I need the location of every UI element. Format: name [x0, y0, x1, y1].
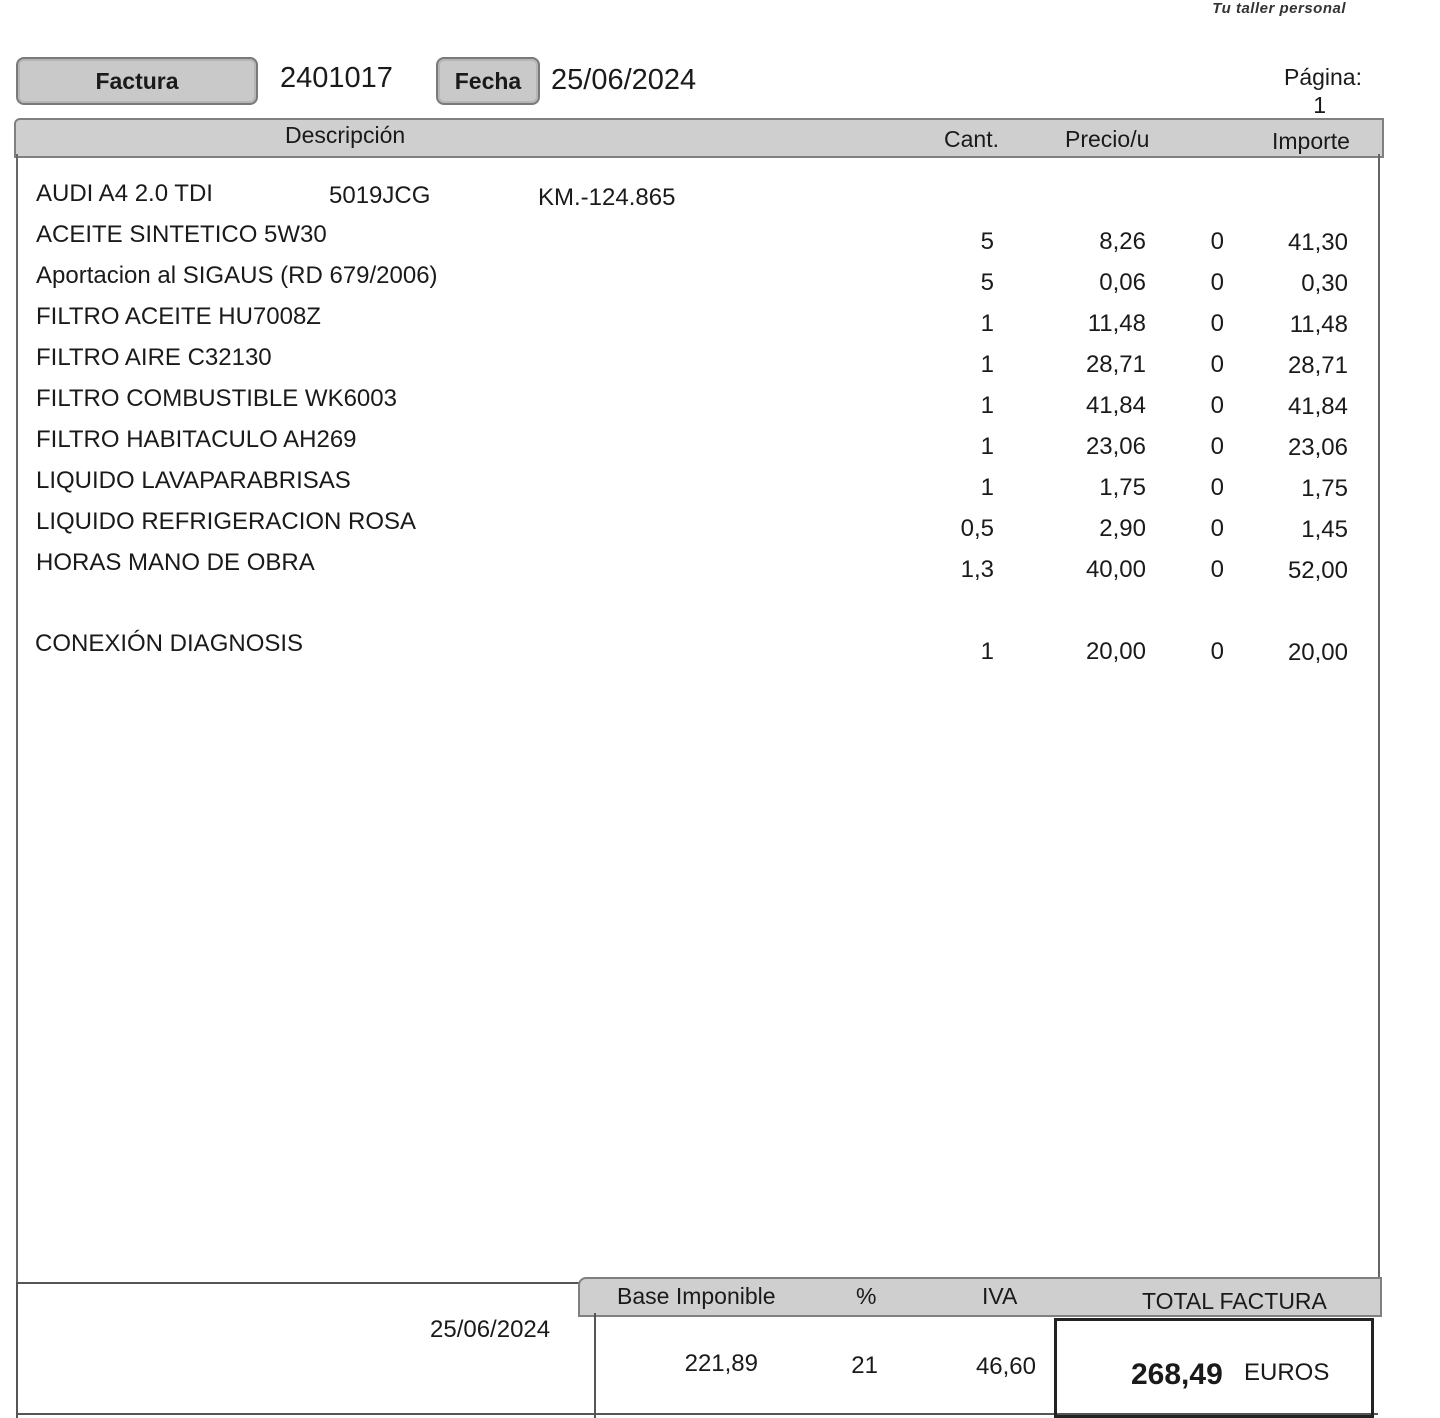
iva-percent-label: % — [856, 1283, 877, 1309]
line-description: Aportacion al SIGAUS (RD 679/2006) — [36, 262, 438, 289]
column-header-bar — [14, 118, 1384, 158]
line-price: 40,00 — [1085, 556, 1146, 583]
invoice-date: 25/06/2024 — [551, 64, 697, 96]
line-discount: 0 — [1210, 392, 1224, 419]
body-frame-left — [16, 154, 18, 1282]
page-number: 1 — [1313, 92, 1326, 118]
fecha-label: Fecha — [436, 57, 540, 105]
line-quantity: 5 — [980, 269, 994, 296]
line-discount: 0 — [1210, 351, 1224, 378]
factura-label: Factura — [16, 57, 258, 105]
total-factura-label: TOTAL FACTURA — [1142, 1288, 1327, 1314]
vehicle-km: KM.-124.865 — [538, 184, 676, 211]
line-description: FILTRO AIRE C32130 — [36, 344, 272, 371]
line-discount: 0 — [1210, 515, 1224, 542]
col-precio: Precio/u — [1065, 126, 1150, 152]
line-description: HORAS MANO DE OBRA — [36, 549, 315, 576]
line-quantity: 1 — [980, 474, 994, 501]
base-imponible-value: 221,89 — [684, 1350, 758, 1377]
line-description: LIQUIDO REFRIGERACION ROSA — [36, 508, 417, 535]
vehicle-plate: 5019JCG — [329, 182, 431, 209]
vehicle-model: AUDI A4 2.0 TDI — [36, 180, 213, 207]
line-description: LIQUIDO LAVAPARABRISAS — [36, 467, 351, 494]
col-importe: Importe — [1272, 128, 1350, 154]
line-discount: 0 — [1210, 228, 1224, 255]
invoice-number: 2401017 — [280, 62, 393, 94]
line-quantity: 1 — [980, 392, 994, 419]
col-descripcion: Descripción — [285, 122, 406, 148]
line-quantity: 1,3 — [960, 556, 994, 583]
line-quantity: 1 — [980, 638, 994, 665]
footer-date: 25/06/2024 — [430, 1316, 551, 1343]
line-discount: 0 — [1210, 474, 1224, 501]
base-imponible-label: Base Imponible — [617, 1283, 776, 1309]
iva-percent-value: 21 — [851, 1352, 878, 1379]
company-tagline: Tu taller personal — [1212, 0, 1346, 17]
page-label: Página: — [1283, 64, 1362, 90]
line-price: 2,90 — [1099, 515, 1146, 542]
line-description: FILTRO COMBUSTIBLE WK6003 — [36, 385, 397, 412]
iva-value: 46,60 — [975, 1353, 1036, 1380]
line-price: 20,00 — [1085, 638, 1146, 665]
line-price: 41,84 — [1085, 392, 1146, 419]
body-frame-right — [1378, 154, 1380, 1282]
line-description: FILTRO ACEITE HU7008Z — [36, 303, 321, 330]
line-amount: 1,45 — [1301, 516, 1348, 543]
line-amount: 28,71 — [1287, 352, 1348, 379]
line-price: 0,06 — [1099, 269, 1146, 296]
line-quantity: 0,5 — [960, 515, 994, 542]
line-amount: 41,84 — [1287, 393, 1348, 420]
footer-divider — [16, 1282, 580, 1284]
line-price: 28,71 — [1085, 351, 1146, 378]
line-discount: 0 — [1210, 556, 1224, 583]
line-description: FILTRO HABITACULO AH269 — [36, 426, 357, 453]
totals-frame-left — [594, 1313, 596, 1418]
line-quantity: 1 — [980, 433, 994, 460]
line-description: ACEITE SINTETICO 5W30 — [36, 221, 327, 248]
line-price: 8,26 — [1099, 228, 1146, 255]
line-quantity: 1 — [980, 351, 994, 378]
line-quantity: 5 — [980, 228, 994, 255]
line-discount: 0 — [1210, 269, 1224, 296]
line-quantity: 1 — [980, 310, 994, 337]
total-value: 268,49 — [1131, 1358, 1223, 1391]
iva-label: IVA — [982, 1283, 1018, 1309]
line-description: CONEXIÓN DIAGNOSIS — [35, 630, 304, 657]
line-amount: 20,00 — [1287, 639, 1348, 666]
footer-frame-left — [16, 1282, 18, 1418]
line-amount: 1,75 — [1301, 475, 1348, 502]
col-cantidad: Cant. — [944, 126, 999, 152]
currency-label: EUROS — [1244, 1359, 1330, 1386]
line-amount: 23,06 — [1287, 434, 1348, 461]
line-amount: 52,00 — [1287, 557, 1348, 584]
line-price: 11,48 — [1087, 310, 1146, 337]
line-amount: 41,30 — [1287, 229, 1348, 256]
line-amount: 0,30 — [1301, 270, 1348, 297]
line-amount: 11,48 — [1289, 311, 1348, 338]
line-price: 23,06 — [1085, 433, 1146, 460]
line-price: 1,75 — [1099, 474, 1146, 501]
line-discount: 0 — [1210, 310, 1224, 337]
line-discount: 0 — [1210, 638, 1224, 665]
line-discount: 0 — [1210, 433, 1224, 460]
